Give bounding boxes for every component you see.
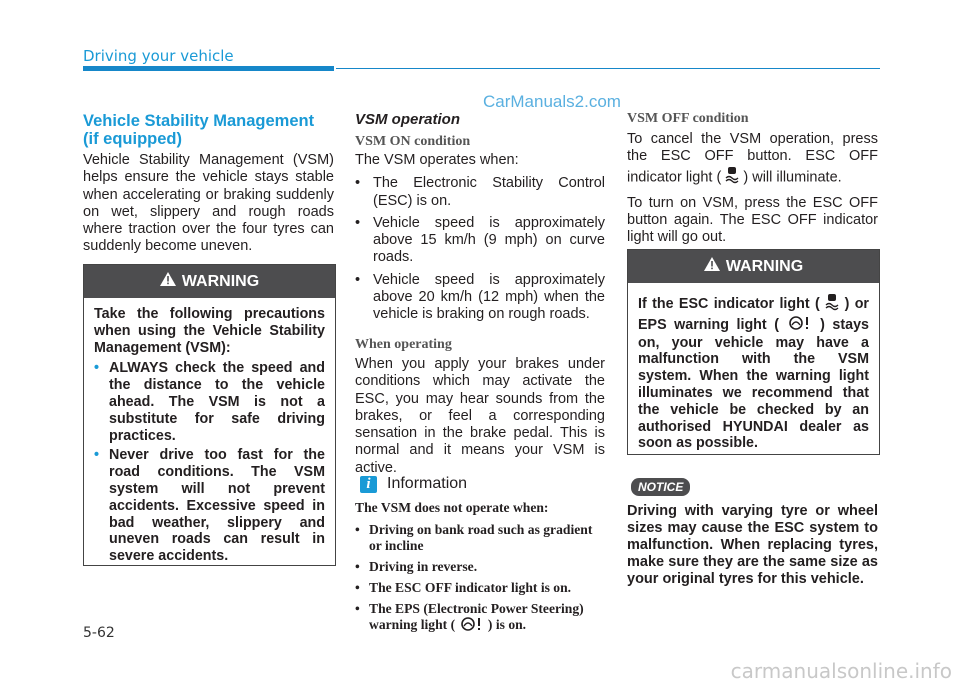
vsm-on-item: • Vehicle speed is approximately above 15 km/h (9 mph) on curve roads. (355, 215, 605, 267)
vsm-off-heading: VSM OFF condition (627, 111, 749, 126)
warning-box-1 (83, 264, 336, 566)
warning-item: • Never drive too fast for the road conditions. The VSM system will not prevent accidents. Excessive speed in bad weather, slippery and uneven roads can result in severe accidents. (94, 447, 325, 565)
vsm-off-para1 (627, 131, 878, 189)
information-heading: Information (387, 475, 468, 492)
warning2-text-a: If the ESC indicator light ( (638, 296, 820, 313)
information-item: • Driving in reverse. (355, 559, 605, 575)
esc-off-icon (725, 166, 739, 189)
warning2-text-c: ) stays on, your vehicle may have a malfunction with the VSM system. When the warning light illuminates we recommend that the vehicle be checked by an authorised HYUNDAI dealer as soon as possible. (638, 316, 869, 452)
intro-text: Vehicle Stability Management (VSM) helps ensure the vehicle stays stable when accelerating or braking suddenly on wet, slippery and rough roads where traction over the four tyres can suddenly become uneven. (83, 152, 334, 255)
notice-text: Driving with varying tyre or wheel sizes may cause the ESC system to malfunction. When replacing tyres, make sure they are the same size as your original tyres for this vehicle. (627, 503, 878, 587)
when-operating-paragraph (355, 356, 605, 483)
info-icon: i (360, 476, 377, 493)
vsm-operation-heading: VSM operation (355, 111, 461, 128)
eps-text-a: The EPS (Electronic Power Steering) warning light ( (369, 601, 584, 633)
warning-triangle-icon (160, 272, 176, 291)
when-operating-heading: When operating (355, 337, 452, 352)
warning-body (84, 298, 335, 576)
warning2-text-b: ) or EPS warning light ( (638, 296, 869, 333)
header-rule-thin (336, 68, 880, 69)
warning-item: • ALWAYS check the speed and the distance to the vehicle ahead. The VSM is not a substitute for safe driving practices. (94, 360, 325, 444)
watermark-bottom: carmanualsonline.info (730, 659, 952, 683)
information-header (360, 475, 467, 493)
esc-indicator-icon (825, 293, 839, 316)
eps-text-b: ) is on. (487, 617, 527, 633)
intro-paragraph (83, 152, 334, 262)
warning-intro: Take the following precautions when using the Vehicle Stability Management (VSM): (94, 306, 325, 356)
section-label: Driving your vehicle (83, 47, 234, 65)
vsm-off-section (627, 131, 878, 253)
information-item: • The ESC OFF indicator light is on. (355, 580, 605, 596)
vsm-on-item: • The Electronic Stability Control (ESC) is on. (355, 175, 605, 210)
warning-triangle-icon (704, 257, 720, 276)
vsm-on-intro: The VSM operates when: (355, 152, 519, 168)
vsm-on-item: • Vehicle speed is approximately above 20 km/h (12 mph) when the vehicle is braking on rough roads. (355, 272, 605, 324)
warning-box-2 (627, 249, 880, 455)
notice-badge: NOTICE (631, 478, 690, 496)
vsm-on-heading: VSM ON condition (355, 134, 471, 149)
warning-body (628, 283, 879, 460)
information-item (355, 601, 605, 635)
information-intro: The VSM does not operate when: (355, 500, 549, 515)
information-body (355, 500, 605, 640)
warning-header (628, 250, 879, 283)
eps-warning-icon (787, 316, 813, 335)
vsm-off-text-a: To cancel the VSM operation, press the ESC OFF button. ESC OFF indicator light ( (627, 131, 878, 186)
information-item: • Driving on bank road such as gradient or incline (355, 522, 605, 554)
when-operating-text: When you apply your brakes under conditions which may activate the ESC, you may hear sounds from the brakes, or feel a corresponding sensation in the brake pedal. This is normal and it means your VSM is active. (355, 356, 605, 476)
vsm-off-text-b: ) will illuminate. (743, 169, 842, 186)
warning-heading: WARNING (181, 272, 260, 290)
page-number: 5-62 (83, 625, 115, 641)
section-title: Vehicle Stability Management (if equipped) (83, 112, 315, 148)
eps-warning-icon (459, 617, 485, 635)
header-rule-thick (83, 66, 334, 71)
warning-header (84, 265, 335, 298)
vsm-on-section (355, 152, 605, 329)
vsm-off-para2: To turn on VSM, press the ESC OFF button again. The ESC OFF indicator light will go out. (627, 194, 878, 246)
warning-heading: WARNING (725, 257, 804, 275)
watermark-top: CarManuals2.com (483, 92, 621, 111)
